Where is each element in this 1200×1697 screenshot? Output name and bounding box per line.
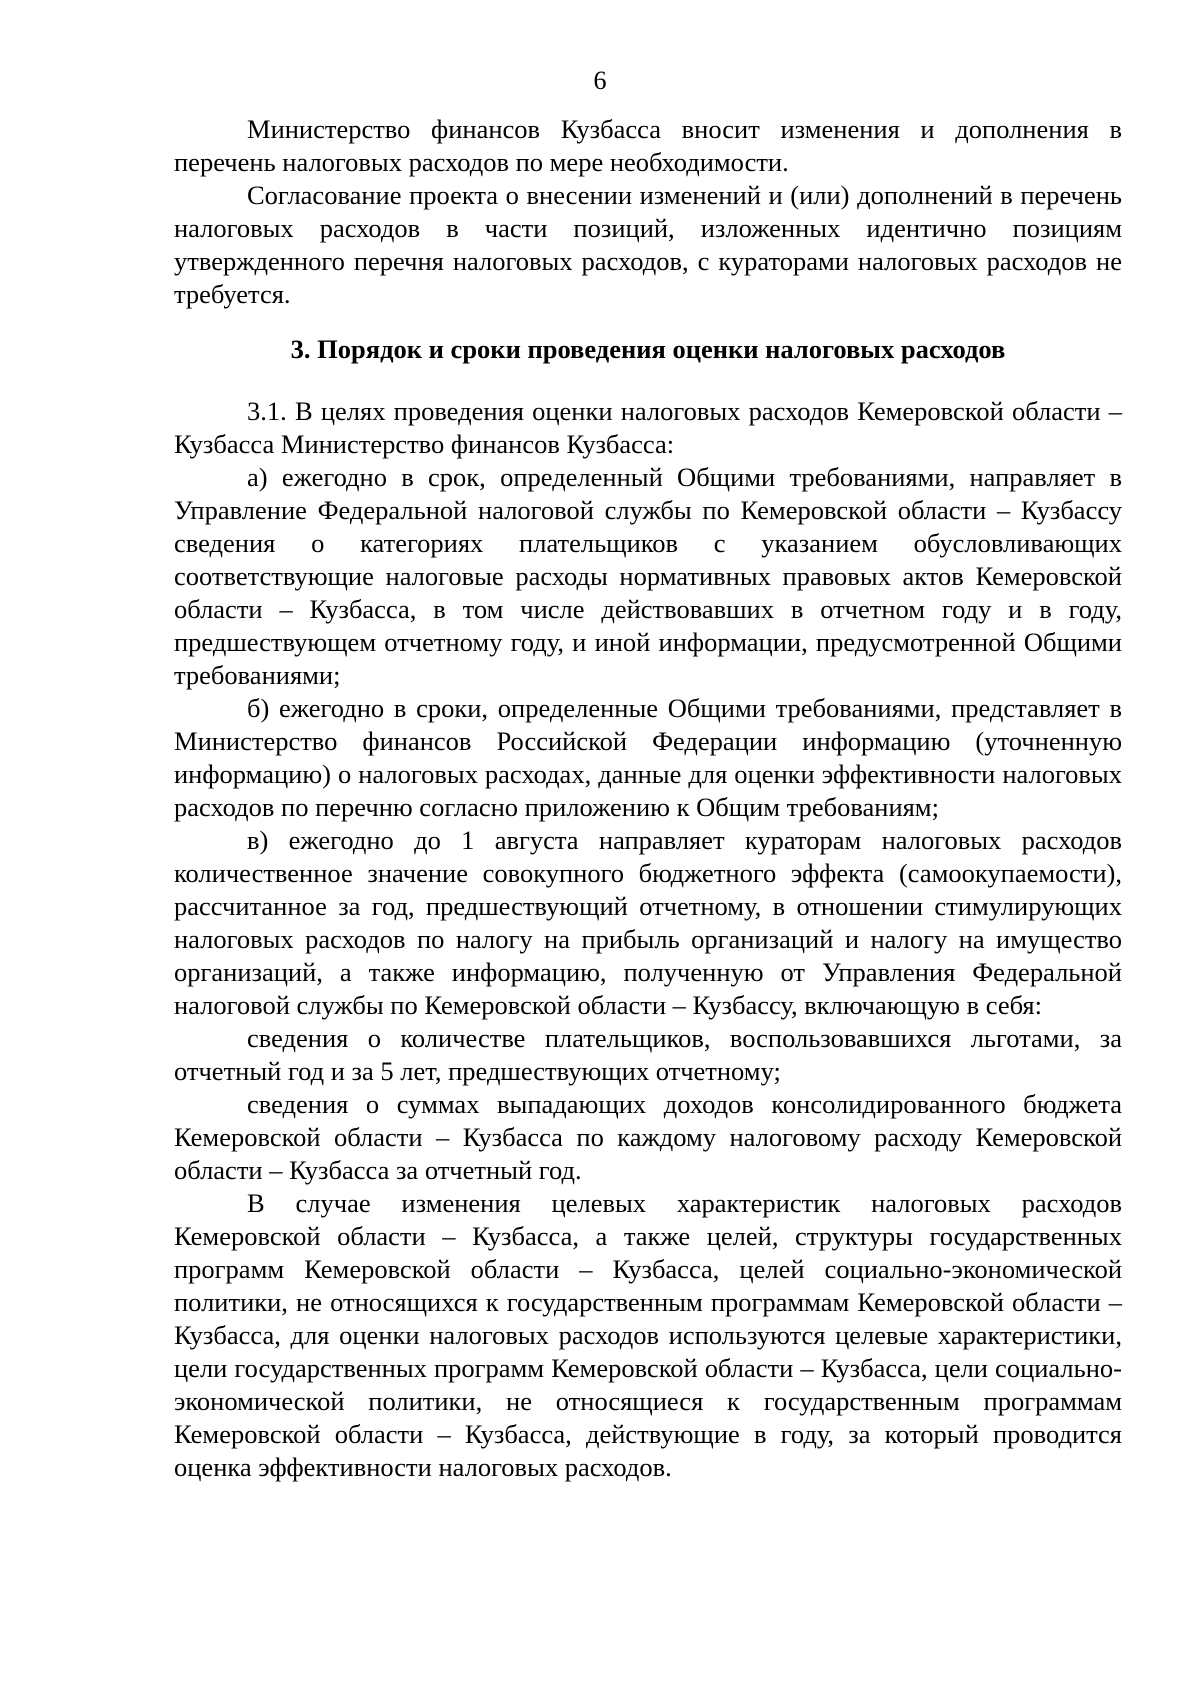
paragraph-amendments: Министерство финансов Кузбасса вносит изменения и дополнения в перечень налоговых расходов по мере необходимости. <box>174 114 1122 177</box>
paragraph-3-1: 3.1. В целях проведения оценки налоговых расходов Кемеровской области – Кузбасса Министерство финансов Кузбасса: <box>174 396 1122 459</box>
paragraph-item-b: б) ежегодно в сроки, определенные Общими требованиями, представляет в Министерство финансов Российской Федерации информацию (уточненную информацию) о налоговых расходах, данные для оценки эффективности налоговых расходов по перечню согласно приложению к Общим требованиям; <box>174 693 1122 822</box>
document-body <box>174 113 1122 1484</box>
paragraph-item-v: в) ежегодно до 1 августа направляет кураторам налоговых расходов количественное значение совокупного бюджетного эффекта (самоокупаемости), рассчитанное за год, предшествующий отчетному, в отношении стимулирующих налоговых расходов по налогу на прибыль организаций и налогу на имущество организаций, а также информацию, полученную от Управления Федеральной налоговой службы по Кемеровской области – Кузбассу, включающую в себя: <box>174 825 1122 1020</box>
paragraph-lost-revenue: сведения о суммах выпадающих доходов консолидированного бюджета Кемеровской области – Кузбасса по каждому налоговому расходу Кемеровской области – Кузбасса за отчетный год. <box>174 1089 1122 1185</box>
paragraph-approval: Согласование проекта о внесении изменений и (или) дополнений в перечень налоговых расходов в части позиций, изложенных идентично позициям утвержденного перечня налоговых расходов, с кураторами налоговых расходов не требуется. <box>174 180 1122 309</box>
section-heading: 3. Порядок и сроки проведения оценки налоговых расходов <box>290 334 1006 364</box>
paragraph-item-a: а) ежегодно в срок, определенный Общими требованиями, направляет в Управление Федеральной налоговой службы по Кемеровской области – Кузбассу сведения о категориях плательщиков с указанием обусловливающих соответствующие налоговые расходы нормативных правовых актов Кемеровской области – Кузбасса, в том числе действовавших в отчетном году и в году, предшествующем отчетному году, и иной информации, предусмотренной Общими требованиями; <box>174 462 1122 690</box>
page-number: 6 <box>593 66 607 95</box>
paragraph-target-changes: В случае изменения целевых характеристик налоговых расходов Кемеровской области – Кузбасса, а также целей, структуры государственных программ Кемеровской области – Кузбасса, целей социально-экономической политики, не относящихся к государственным программам Кемеровской области – Кузбасса, для оценки налоговых расходов используются целевые характеристики, цели государственных программ Кемеровской области – Кузбасса, цели социально-экономической политики, не относящиеся к государственным программам Кемеровской области – Кузбасса, действующие в году, за который проводится оценка эффективности налоговых расходов. <box>174 1188 1122 1482</box>
paragraph-payers-count: сведения о количестве плательщиков, воспользовавшихся льготами, за отчетный год и за 5 лет, предшествующих отчетному; <box>174 1023 1122 1086</box>
